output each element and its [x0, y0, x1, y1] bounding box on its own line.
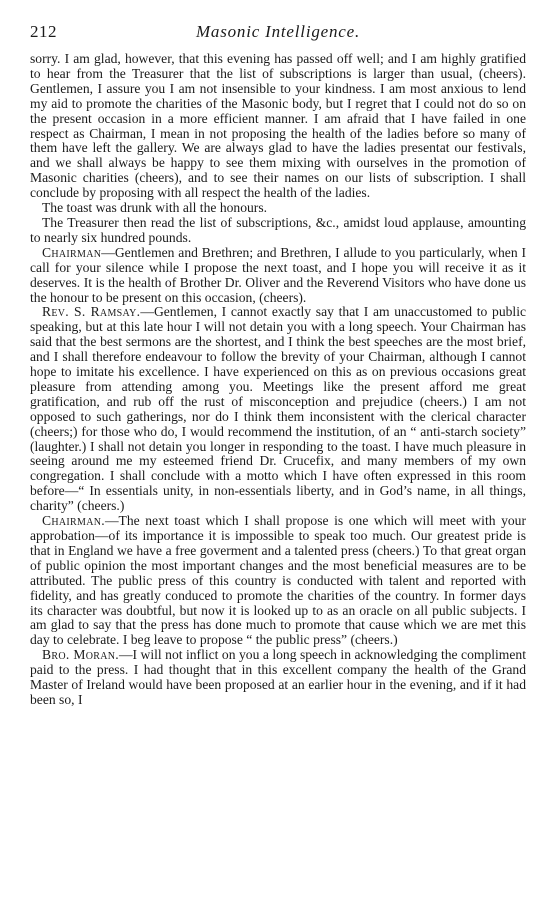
paragraph — [30, 648, 526, 708]
paragraph — [30, 305, 526, 514]
paragraph-text: —I will not inflict on you a long speech in acknowledging the compliment paid to the press. I had thought that in this excellent company the health of the Grand Master of Ireland would have been proposed at an earlier hour in the evening, and if it had been so, I — [30, 647, 526, 707]
speaker-name: Bro. Moran. — [42, 647, 119, 663]
paragraph — [30, 216, 526, 246]
paragraph-text: sorry. I am glad, however, that this evening has passed off well; and I am highly gratified to hear from the Treasurer that the list of subscriptions is larger than usual, (cheers). Gentlemen, I assure you I am not insensible to your kindness. I am most anxious to lend my aid to promote the charities of the Masonic body, but I regret that I could not do so on the present occasion in a more efficient manner. I am afraid that I have failed in one respect as Chairman, I mean in not proposing the health of the ladies before so many of them have left the gallery. We are always glad to have the ladies presentat our festivals, and we shall always be happy to see them mixing with ourselves in the promotion of Masonic charities (cheers), and to see their names on our lists of subscription. I shall conclude by proposing with all respect the health of the ladies. — [30, 51, 526, 201]
paragraph-text: —The next toast which I shall propose is one which will meet with your approbation—of its importance it is impossible to speak too much. Our greatest pride is that in England we have a free goverment and a talented press (cheers.) To that great organ of public opinion the most important changes and the most beneficial measures are to be attributed. The public press of this country is conducted with talent and reported with fidelity, and has greatly conduced to promote the charities of the country. In former days its character was doubtful, but now it is looked up to as an oracle on all public subjects. I am glad to say that the press has done much to promote that cause which we are met this day to celebrate. I beg leave to propose “ the public press” (cheers.) — [30, 513, 526, 648]
paragraph-text: —Gentlemen and Brethren; and Brethren, I allude to you particularly, when I call for your silence while I propose the next toast, and I hope you will receive it as it deserves. It is the health of Brother Dr. Oliver and the Reverend Visitors who have done us the honour to be present on this occasion, (cheers). — [30, 244, 526, 305]
book-page — [30, 22, 526, 708]
running-head — [30, 22, 526, 44]
speaker-name: Chairman. — [42, 513, 105, 529]
body-text — [30, 52, 526, 708]
paragraph — [30, 201, 526, 216]
page-number: 212 — [30, 22, 57, 41]
paragraph — [30, 246, 526, 306]
paragraph-text: The Treasurer then read the list of subscriptions, &c., amidst loud applause, amounting to nearly six hundred pounds. — [30, 214, 526, 245]
paragraph — [30, 514, 526, 648]
paragraph — [30, 52, 526, 201]
paragraph-text: —Gentlemen, I cannot exactly say that I am unaccustomed to public speaking, but at this late hour I will not detain you with a long speech. Your Chairman has said that the best sermons are the shortest, and I think the best speeches are the most brief, and I shall therefore endeavour to follow the brevity of your Chairman, although I cannot hope to imitate his excellence. I have experienced on this as on previous occasions great pleasure from attending among you. Meetings like the present afford me great gratification, and rub off the rust of misconception and prejudice (cheers.) I am not opposed to such gatherings, nor do I think them inconsistent with the clerical character (cheers;) for those who do, I would recommend the institution, of an “ anti-starch society” (laughter.) I shall not detain you longer in responding to the toast. I have much pleasure in seeing around me my esteemed friend Dr. Crucefix, and many members of my own congregation. I shall conclude with a motto which I have often expressed in this room before—“ In essentials unity, in non-essentials liberty, and in God’s name, in all things, charity” (cheers.) — [30, 304, 527, 514]
speaker-name: Chairman — [42, 244, 102, 260]
speaker-name: Rev. S. Ramsay. — [42, 304, 141, 320]
paragraph-text: The toast was drunk with all the honours. — [42, 200, 268, 216]
running-title: Masonic Intelligence. — [195, 22, 361, 41]
